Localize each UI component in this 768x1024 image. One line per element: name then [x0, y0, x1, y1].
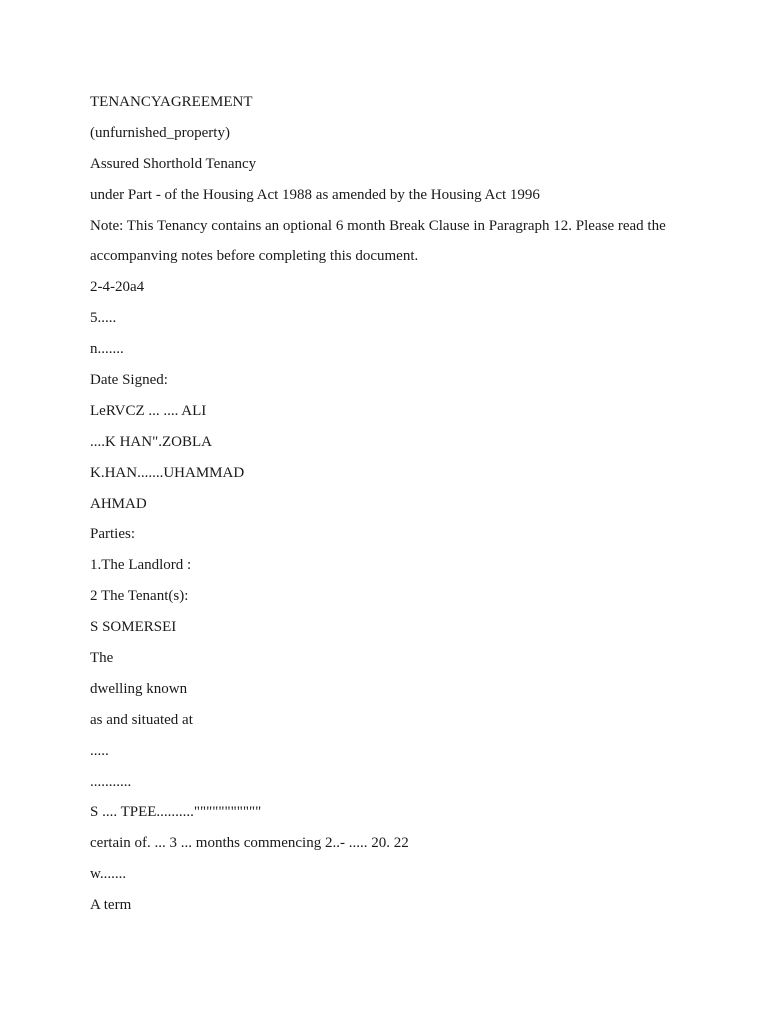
text-fragment: .....: [90, 742, 109, 759]
party-name: LeRVCZ ... .... ALI: [90, 402, 207, 419]
tenant-label: 2 The Tenant(s):: [90, 588, 189, 605]
party-name: ....K HAN".ZOBLA: [90, 433, 212, 450]
dwelling-text: as and situated at: [90, 711, 193, 728]
tenancy-type: Assured Shorthold Tenancy: [90, 155, 257, 172]
text-fragment: w.......: [90, 866, 127, 883]
landlord-label: 1.The Landlord :: [90, 557, 192, 574]
note-line-2: accompanving notes before completing this document.: [90, 248, 419, 265]
party-name: AHMAD: [90, 495, 147, 512]
property-type: (unfurnished_property): [90, 124, 230, 141]
text-fragment: S .... TPEE..........""""""""""": [90, 804, 262, 821]
legal-reference: under Part - of the Housing Act 1988 as amended by the Housing Act 1996: [90, 186, 540, 203]
text-fragment: ...........: [90, 773, 132, 790]
date-fragment: 2-4-20a4: [90, 279, 145, 296]
note-line-1: Note: This Tenancy contains an optional 6 month Break Clause in Paragraph 12. Please read the: [90, 217, 666, 234]
term-text: certain of. ... 3 ... months commencing 2..- ..... 20. 22: [90, 835, 409, 852]
text-fragment: S SOMERSEI: [90, 619, 177, 636]
text-fragment: n.......: [90, 341, 124, 358]
document-body: [90, 87, 690, 921]
party-name: K.HAN.......UHAMMAD: [90, 464, 245, 481]
date-signed-label: Date Signed:: [90, 372, 168, 389]
dwelling-text: dwelling known: [90, 680, 188, 697]
parties-heading: Parties:: [90, 526, 135, 543]
document-title: TENANCYAGREEMENT: [90, 94, 253, 110]
dwelling-text: The: [90, 650, 114, 667]
text-fragment: 5.....: [90, 310, 117, 327]
term-label: A term: [90, 897, 132, 914]
